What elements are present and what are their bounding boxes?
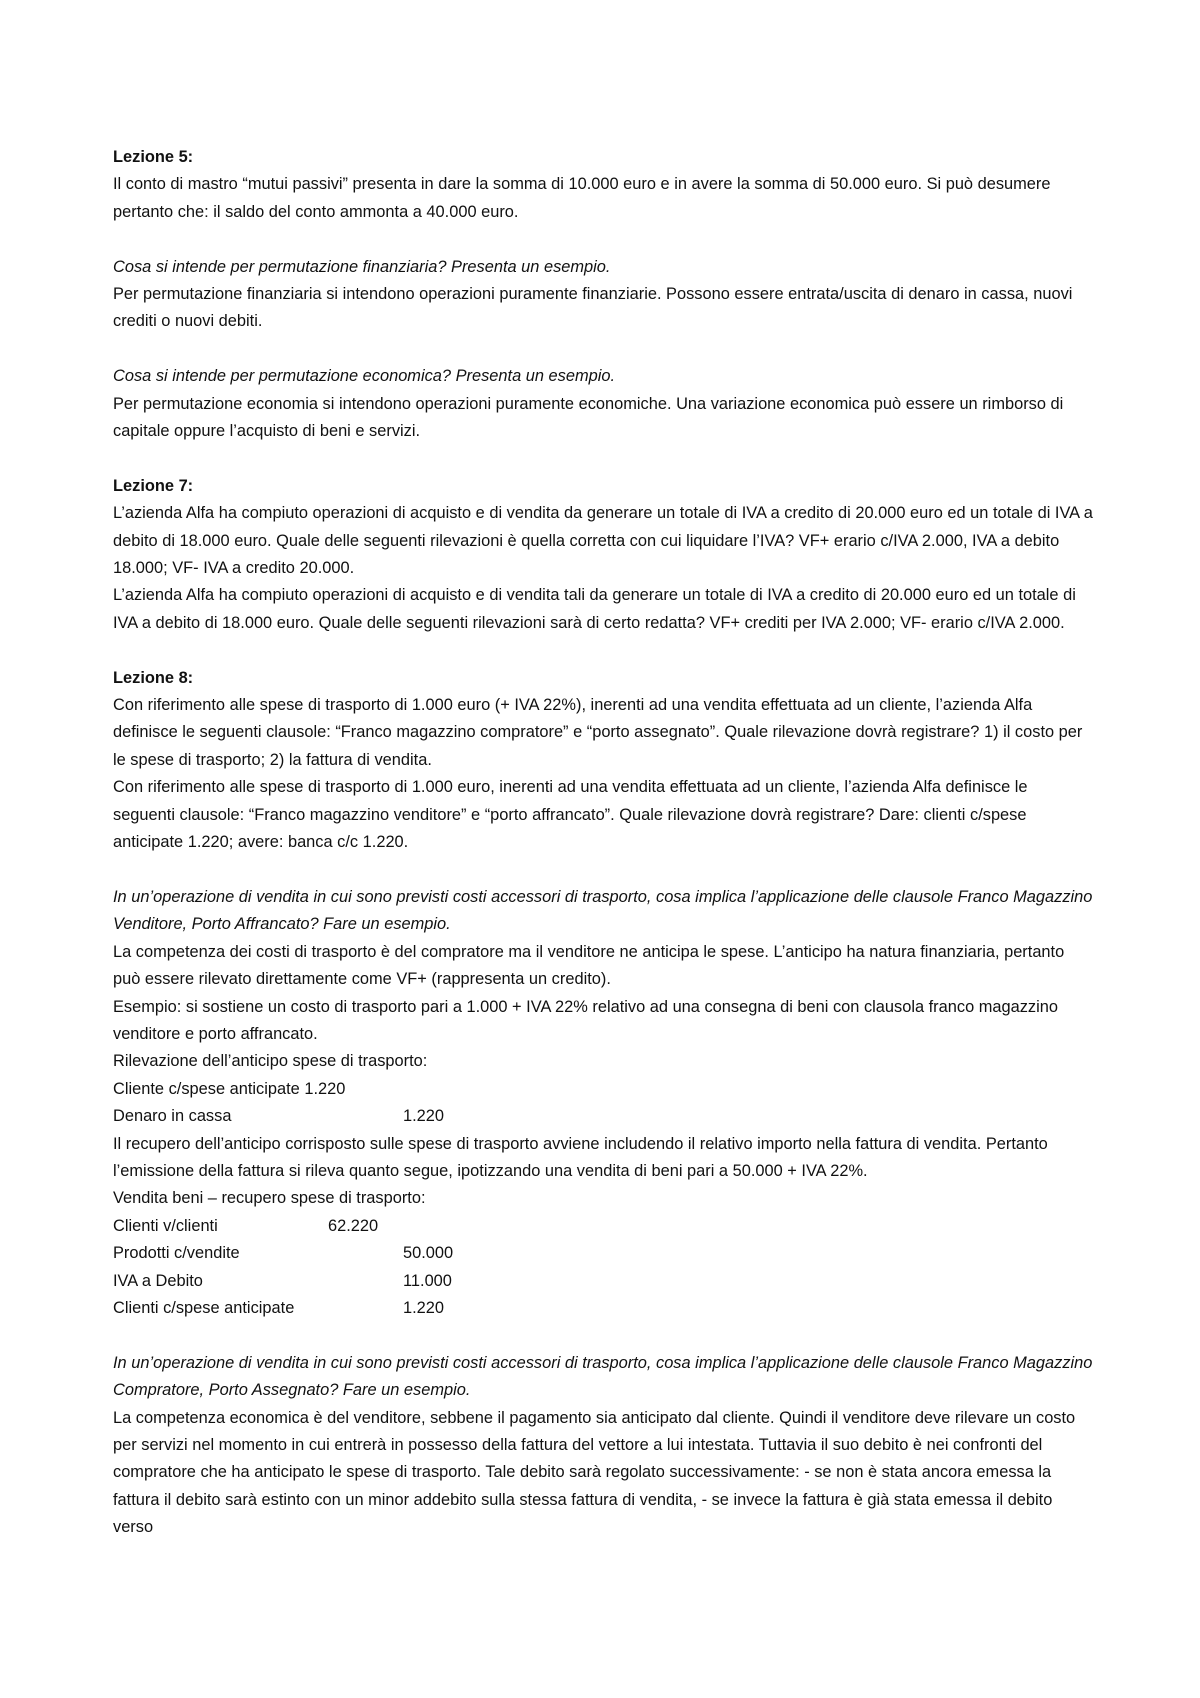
lesson-5-heading: Lezione 5:	[113, 148, 194, 166]
lesson-8-entry-1-title: Rilevazione dell’anticipo spese di trasporto:	[113, 1052, 428, 1071]
document-page	[113, 144, 1093, 1542]
lesson-5-paragraph: Il conto di mastro “mutui passivi” presenta in dare la somma di 10.000 euro e in avere la somma di 50.000 euro. Si può desumere pertanto che: il saldo del conto ammonta a 40.000 euro.	[113, 175, 1051, 221]
journal-credit: 50.000	[403, 1244, 454, 1263]
lesson-8-heading: Lezione 8:	[113, 668, 194, 687]
lesson-8-paragraph-2: Con riferimento alle spese di trasporto di 1.000 euro, inerenti ad una vendita effettuata ad un cliente, l’azienda Alfa definisce le seguenti clausole: “Franco magazzino venditore” e “porto affrancato”. Quale rilevazione dovrà registrare? Dare: clienti c/spese anticipate 1.220; avere: banca c/c 1.220.	[113, 778, 1028, 852]
journal-amount: 1.220	[403, 1107, 445, 1126]
journal-account: IVA a Debito	[113, 1271, 203, 1290]
journal-credit: 1.220	[403, 1298, 445, 1317]
journal-account: Clienti v/clienti	[113, 1216, 218, 1235]
journal-entry-2-row	[113, 1268, 1093, 1295]
journal-entry-1-row	[113, 1076, 1093, 1103]
journal-entry-2-row	[113, 1213, 1093, 1240]
lesson-5-answer-1: Per permutazione finanziaria si intendono operazioni puramente finanziarie. Possono essere entrata/uscita di denaro in cassa, nuovi crediti o nuovi debiti.	[113, 285, 1073, 331]
lesson-7-paragraph-1: L’azienda Alfa ha compiuto operazioni di acquisto e di vendita da generare un totale di IVA a credito di 20.000 euro ed un totale di IVA a debito di 18.000 euro. Quale delle seguenti rilevazioni è quella corretta con cui liquidare l’IVA? VF+ erario c/IVA 2.000, IVA a debito 18.000; VF- IVA a credito 20.000.	[113, 504, 1093, 578]
lesson-5-answer-2: Per permutazione economia si intendono operazioni puramente economiche. Una variazione economica può essere un rimborso di capitale oppure l’acquisto di beni e servizi.	[113, 394, 1064, 441]
journal-account: Clienti c/spese anticipate	[113, 1298, 295, 1317]
lesson-8-paragraph-1: Con riferimento alle spese di trasporto di 1.000 euro (+ IVA 22%), inerenti ad una vendita effettuata ad un cliente, l’azienda Alfa definisce le seguenti clausole: “Franco magazzino compratore” e “porto assegnato”. Quale rilevazione dovrà registrare? 1) il costo per le spese di trasporto; 2) la fattura di vendita.	[113, 696, 1083, 769]
lesson-5-question-1: Cosa si intende per permutazione finanziaria? Presenta un esempio.	[113, 257, 611, 276]
journal-account: Denaro in cassa	[113, 1107, 232, 1126]
journal-debit	[328, 1295, 403, 1322]
journal-debit: 62.220	[328, 1216, 379, 1235]
lesson-8-example: Esempio: si sostiene un costo di trasporto pari a 1.000 + IVA 22% relativo ad una consegna di beni con clausola franco magazzino venditore e porto affrancato.	[113, 997, 1059, 1043]
lesson-7-paragraph-2: L’azienda Alfa ha compiuto operazioni di acquisto e di vendita tali da generare un totale di IVA a credito di 20.000 euro ed un totale di IVA a debito di 18.000 euro. Quale delle seguenti rilevazioni sarà di certo redatta? VF+ crediti per IVA 2.000; VF- erario c/IVA 2.000.	[113, 586, 1076, 632]
journal-debit	[328, 1268, 403, 1295]
lesson-8-question-2: In un’operazione di vendita in cui sono previsti costi accessori di trasporto, cosa implica l’applicazione delle clausole Franco Magazzino Compratore, Porto Assegnato? Fare un esempio.	[113, 1353, 1093, 1400]
journal-entry-2-row	[113, 1240, 1093, 1267]
lesson-8-question-1: In un’operazione di vendita in cui sono previsti costi accessori di trasporto, cosa implica l’applicazione delle clausole Franco Magazzino Venditore, Porto Affrancato? Fare un esempio.	[113, 887, 1093, 934]
lesson-8-recovery-paragraph: Il recupero dell’anticipo corrisposto sulle spese di trasporto avviene includendo il relativo importo nella fattura di vendita. Pertanto l’emissione della fattura si rileva quanto segue, ipotizzando una vendita di beni pari a 50.000 + IVA 22%.	[113, 1134, 1048, 1180]
lesson-8-answer-1: La competenza dei costi di trasporto è del compratore ma il venditore ne anticipa le spese. L’anticipo ha natura finanziaria, pertanto può essere rilevato direttamente come VF+ (rappresenta un credito).	[113, 942, 1065, 989]
lesson-8-entry-2-title: Vendita beni – recupero spese di trasporto:	[113, 1189, 426, 1208]
lesson-5-question-2: Cosa si intende per permutazione economica? Presenta un esempio.	[113, 367, 616, 386]
journal-entry-2-row	[113, 1295, 1093, 1322]
journal-debit	[328, 1240, 403, 1267]
lesson-7-heading: Lezione 7:	[113, 476, 194, 495]
lesson-8-answer-2: La competenza economica è del venditore, sebbene il pagamento sia anticipato dal cliente. Quindi il venditore deve rilevare un costo per servizi nel momento in cui entrerà in possesso della fattura del vettore a lui intestata. Tuttavia il suo debito è nei confronti del compratore che ha anticipato le spese di trasporto. Tale debito sarà regolato successivamente: - se non è stata ancora emessa la fattura il debito sarà estinto con un minor addebito sulla stessa fattura di vendita, - se invece la fattura è già stata emessa il debito verso	[113, 1408, 1076, 1537]
journal-entry-1-row	[113, 1103, 1093, 1130]
journal-account: Cliente c/spese anticipate 1.220	[113, 1079, 346, 1098]
journal-credit: 11.000	[403, 1271, 452, 1290]
journal-account: Prodotti c/vendite	[113, 1244, 240, 1263]
